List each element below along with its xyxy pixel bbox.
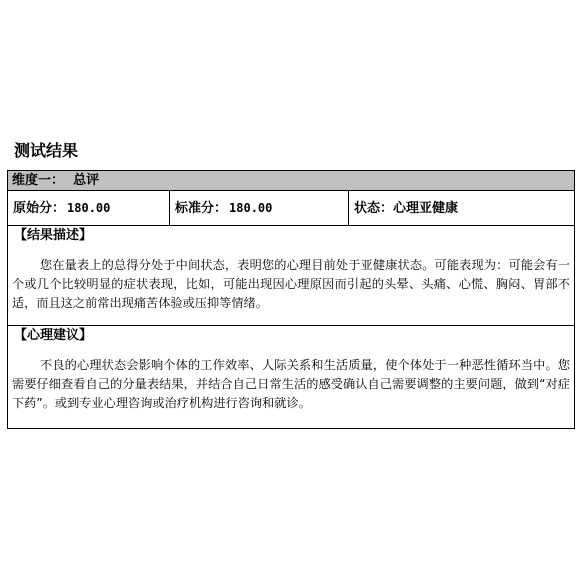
status-cell	[349, 191, 574, 225]
standard-score-cell	[170, 191, 349, 225]
dimension-label: 维度一：	[12, 173, 65, 188]
result-table	[7, 170, 575, 429]
standard-score-label: 标准分：	[175, 201, 228, 216]
raw-score-cell	[8, 191, 170, 225]
page-title: 测试结果	[14, 141, 79, 160]
advice-section	[8, 326, 574, 428]
standard-score-value: 180.00	[229, 201, 273, 215]
dimension-value: 总评	[73, 173, 100, 188]
dimension-row	[8, 171, 574, 191]
advice-text: 不良的心理状态会影响个体的工作效率、人际关系和生活质量，使个体处于一种恶性循环当中。您需要仔细查看自己的分量表结果，并结合自己日常生活的感受确认自己需要调整的主要问题，做到“对症下药”。或到专业心理咨询或治疗机构进行咨询和就诊。	[12, 358, 570, 410]
raw-score-label: 原始分：	[13, 201, 66, 216]
status-value: 心理亚健康	[393, 201, 459, 216]
description-heading: 【结果描述】	[14, 228, 93, 243]
score-row	[8, 191, 574, 226]
description-section	[8, 226, 574, 326]
advice-heading: 【心理建议】	[14, 328, 93, 343]
description-text: 您在量表上的总得分处于中间状态，表明您的心理目前处于亚健康状态。可能表现为：可能会有一个或几个比较明显的症状表现，比如，可能出现因心理原因而引起的头晕、头痛、心慌、胸闷、胃部不适，而且这之前常出现痛苦体验或压抑等情绪。	[12, 258, 570, 310]
raw-score-value: 180.00	[67, 201, 111, 215]
status-label: 状态：	[354, 201, 394, 216]
